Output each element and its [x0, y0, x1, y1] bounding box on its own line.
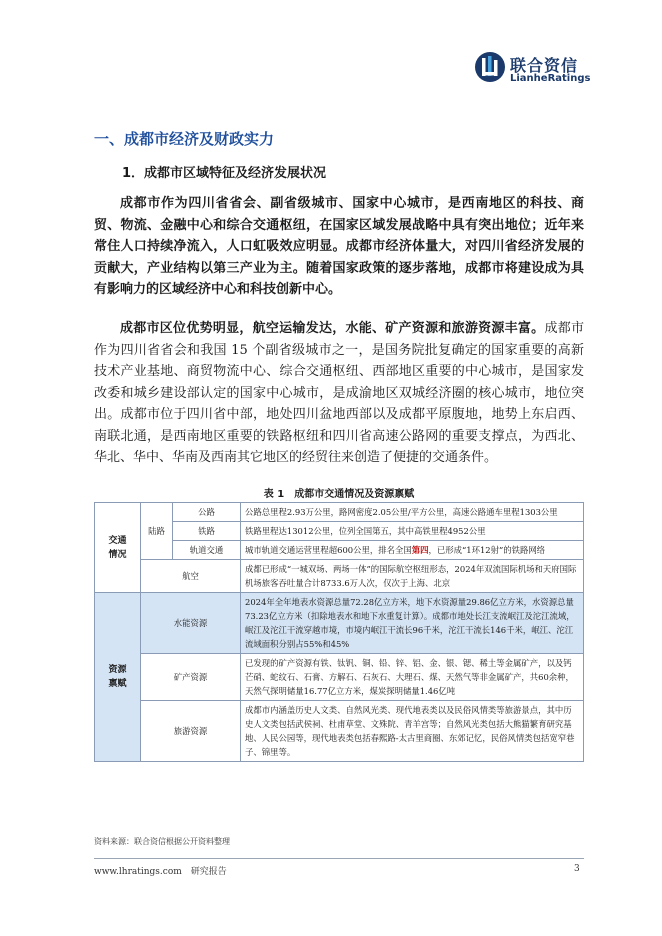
table-source-note: 资料来源：联合资信根据公开资料整理 — [94, 837, 230, 846]
paragraph-summary: 成都市作为四川省省会、副省级城市、国家中心城市，是西南地区的科技、商贸、物流、金融中心和综合交通枢纽，在国家区域发展战略中具有突出地位；近年来常住人口持续净流入，人口虹吸效应明显。成都市经济体量大，对四川省经济发展的贡献大，产业结构以第三产业为主。随着国家政策的逐步落地，成都市将建设成为具有影响力的区域经济中心和科技创新中心。 — [94, 196, 584, 297]
aviation-label-cell: 航空 — [141, 560, 241, 593]
mineral-label-cell: 矿产资源 — [141, 654, 241, 701]
table-row — [95, 503, 584, 522]
resources-category-cell: 资源 禀赋 — [95, 593, 141, 762]
page-number: 3 — [574, 864, 580, 874]
paragraph-location — [94, 318, 584, 469]
table-caption: 表 1 成都市交通情况及资源禀赋 — [263, 489, 415, 500]
footer-divider — [94, 858, 584, 859]
table-row — [95, 560, 584, 593]
table-row — [95, 701, 584, 762]
paragraph-location-lead: 成都市区位优势明显，航空运输发达，水能、矿产资源和旅游资源丰富。 — [120, 321, 545, 336]
footer-website[interactable]: www.lhratings.com 研究报告 — [94, 867, 227, 877]
paragraph-location-body: 成都市作为四川省省会和我国 15 个副省级城市之一，是国务院批复确定的国家重要的高新技术产业基地、商贸物流中心、综合交通枢纽、西部地区重要的中心城市，是国家发改委和城乡建设部认定的国家中心城市，是成渝地区双城经济圈的核心城市，地位突出。成都市位于四川省中部，地处四川盆地西部以及成都平原腹地，地势上东启西、南联北通，是西南地区重要的铁路枢纽和四川省高速公路网的重要支撑点，为西北、华北、华中、华南及西南其它地区的经贸往来创造了便捷的交通条件。 — [94, 321, 584, 465]
mineral-desc-cell: 已发现的矿产资源有铁、钛钒、铜、铅、锌、铝、金、银、锶、稀土等金属矿产，以及钙芒硝、蛇纹石、石膏、方解石、石灰石、大理石、煤、天然气等非金属矿产，共60余种，天然气探明储量16.77亿立方米，煤炭探明储量1.46亿吨 — [241, 654, 584, 701]
rail-transit-rank: 第四 — [411, 545, 429, 555]
water-desc-cell: 2024年全年地表水资源总量72.28亿立方米，地下水资源量29.86亿立方米，水资源总量73.23亿立方米（扣除地表水和地下水重复计算）。成都市地处长江支流岷江及沱江流域，岷江及沱江干流穿越市境，市境内岷江干流长96千米，沱江干流长146千米，岷江、沱江流域面积分别占55%和45% — [241, 593, 584, 654]
lianhe-ratings-logo — [474, 50, 624, 90]
highway-desc-cell: 公路总里程2.93万公里，路网密度2.05公里/平方公里，高速公路通车里程1303公里 — [241, 503, 584, 522]
subsection-title: 1．成都市区域特征及经济发展状况 — [122, 166, 327, 181]
rail-transit-desc-cell: 城市轨道交通运营里程超600公里，排名全国第四，已形成“1环12射”的铁路网络 — [241, 541, 584, 560]
logo-name-cn: 联合资信 — [510, 56, 579, 75]
aviation-desc-cell: 成都已形成“一城双场、两场一体”的国际航空枢纽形态，2024年双流国际机场和天府国际机场旅客吞吐量合计8733.6万人次，仅次于上海、北京 — [241, 560, 584, 593]
lianhe-logo-icon — [474, 50, 506, 84]
logo-name-en: LianheRatings — [510, 73, 591, 84]
railway-label-cell: 铁路 — [173, 522, 241, 541]
railway-desc-cell: 铁路里程达13012公里，位列全国第五，其中高铁里程4952公里 — [241, 522, 584, 541]
table-row — [95, 654, 584, 701]
transport-category-cell: 交通 情况 — [95, 503, 141, 593]
land-label-cell: 陆路 — [141, 503, 173, 560]
transport-resources-table — [94, 502, 584, 762]
footer-report-label: 研究报告 — [190, 867, 227, 877]
table-row — [95, 593, 584, 654]
tourism-desc-cell: 成都市内涵盖历史人文类、自然风光类、现代地表类以及民俗风情类等旅游景点，其中历史人文类包括武侯祠、杜甫草堂、文殊院、青羊宫等；自然风光类包括大熊猫繁育研究基地、人民公园等，现代地表类包括春熙路-太古里商圈、东郊记忆，民俗风情类包括宽窄巷子、锦里等。 — [241, 701, 584, 762]
section-title: 一、成都市经济及财政实力 — [94, 130, 275, 148]
rail-transit-label-cell: 轨道交通 — [173, 541, 241, 560]
tourism-label-cell: 旅游资源 — [141, 701, 241, 762]
highway-label-cell: 公路 — [173, 503, 241, 522]
water-label-cell: 水能资源 — [141, 593, 241, 654]
